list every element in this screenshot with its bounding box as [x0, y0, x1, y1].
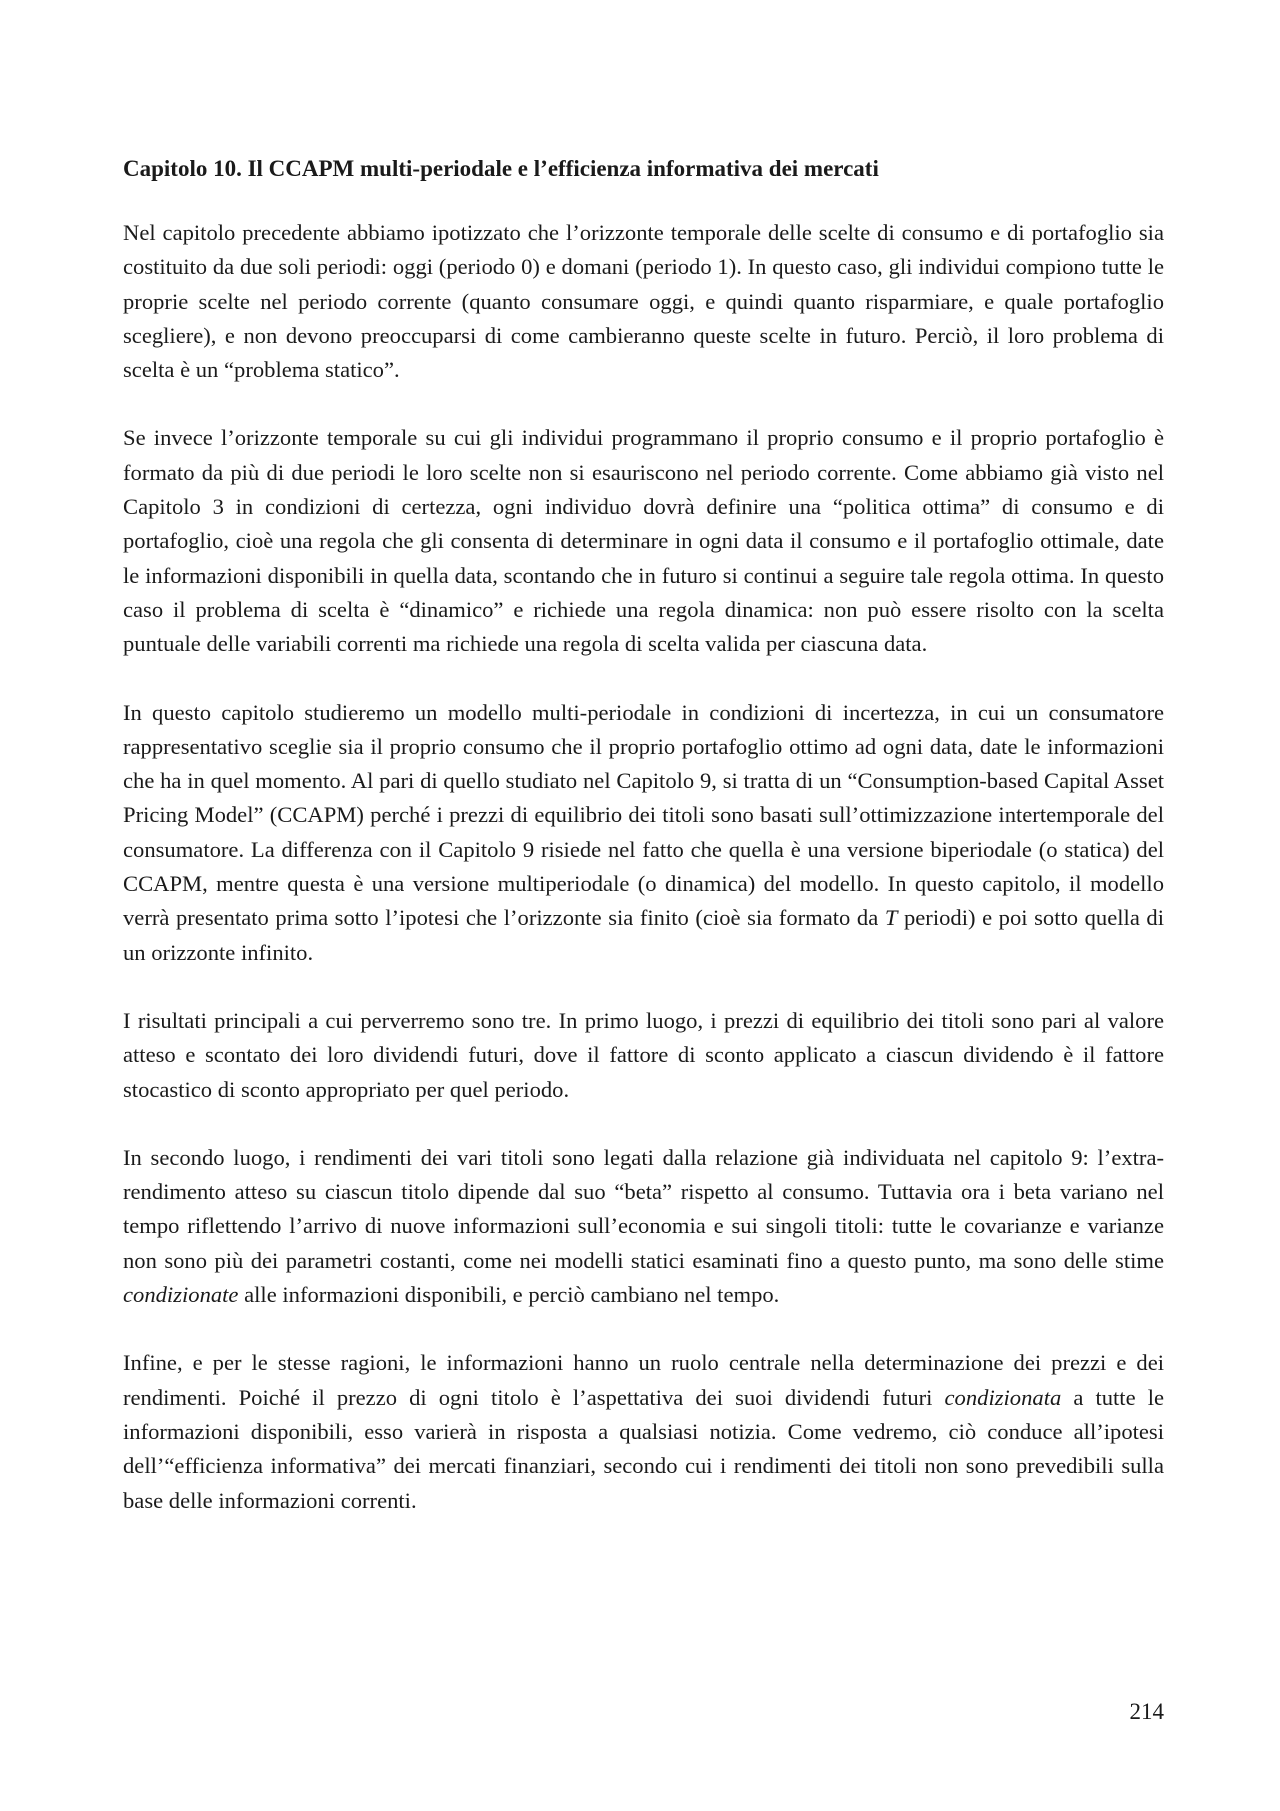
document-page: [123, 152, 1164, 1552]
paragraph-5-italic-term: condizionate: [123, 1282, 239, 1308]
paragraph-1-text: Nel capitolo precedente abbiamo ipotizzato che l’orizzonte temporale delle scelte di consumo e di portafoglio sia costituito da due soli periodi: oggi (periodo 0) e domani (periodo 1). In questo caso, gli individui compiono tutte le proprie scelte nel periodo corrente (quanto consumare oggi, e quindi quanto risparmiare, e quale portafoglio scegliere), e non devono preoccuparsi di come cambieranno queste scelte in futuro. Perciò, il loro problema di scelta è un “problema statico”.: [123, 220, 1164, 383]
paragraph-6: [123, 1346, 1164, 1517]
chapter-title: Capitolo 10. Il CCAPM multi-periodale e l’efficienza informativa dei mercati: [123, 156, 879, 181]
paragraph-4: [123, 1004, 1164, 1107]
paragraph-3-text-before: In questo capitolo studieremo un modello multi-periodale in condizioni di incertezza, in cui un consumatore rappresentativo sceglie sia il proprio consumo che il proprio portafoglio ottimo ad ogni data, date le informazioni che ha in quel momento. Al pari di quello studiato nel Capitolo 9, si tratta di un “Consumption-based Capital Asset Pricing Model” (CCAPM) perché i prezzi di equilibrio dei titoli sono basati sull’ottimizzazione intertemporale del consumatore. La differenza con il Capitolo 9 risiede nel fatto che quella è una versione biperiodale (o statica) del CCAPM, mentre questa è una versione multiperiodale (o dinamica) del modello. In questo capitolo, il modello verrà presentato prima sotto l’ipotesi che l’orizzonte sia finito (cioè sia formato da: [123, 699, 1164, 931]
paragraph-3-italic-term: T: [884, 905, 898, 931]
paragraph-5-text-before: In secondo luogo, i rendimenti dei vari titoli sono legati dalla relazione già individuata nel capitolo 9: l’extra-rendimento atteso su ciascun titolo dipende dal suo “beta” rispetto al consumo. Tuttavia ora i beta variano nel tempo riflettendo l’arrivo di nuove informazioni sull’economia e sui singoli titoli: tutte le covarianze e varianze non sono più dei parametri costanti, come nei modelli statici esaminati fino a questo punto, ma sono delle stime: [123, 1144, 1164, 1273]
paragraph-5: [123, 1141, 1164, 1312]
page-number: 214: [1129, 1699, 1164, 1724]
paragraph-6-italic-term: condizionata: [944, 1384, 1062, 1410]
paragraph-3: [123, 696, 1164, 970]
paragraph-1: [123, 216, 1164, 387]
paragraph-6-text-before: Infine, e per le stesse ragioni, le informazioni hanno un ruolo centrale nella determinazione dei prezzi e dei rendimenti. Poiché il prezzo di ogni titolo è l’aspettativa dei suoi dividendi futuri: [123, 1350, 1164, 1410]
paragraph-5-text-after: alle informazioni disponibili, e perciò cambiano nel tempo.: [238, 1282, 780, 1308]
paragraph-6-text-after: a tutte le informazioni disponibili, esso varierà in risposta a qualsiasi notizia. Come vedremo, ciò conduce all’ipotesi dell’“efficienza informativa” dei mercati finanziari, secondo cui i rendimenti dei titoli non sono prevedibili sulla base delle informazioni correnti.: [123, 1384, 1164, 1513]
paragraph-2-text: Se invece l’orizzonte temporale su cui gli individui programmano il proprio consumo e il proprio portafoglio è formato da più di due periodi le loro scelte non si esauriscono nel periodo corrente. Come abbiamo già visto nel Capitolo 3 in condizioni di certezza, ogni individuo dovrà definire una “politica ottima” di consumo e di portafoglio, cioè una regola che gli consenta di determinare in ogni data il consumo e il portafoglio ottimale, date le informazioni disponibili in quella data, scontando che in futuro si continui a seguire tale regola ottima. In questo caso il problema di scelta è “dinamico” e richiede una regola dinamica: non può essere risolto con la scelta puntuale delle variabili correnti ma richiede una regola di scelta valida per ciascuna data.: [123, 425, 1164, 657]
paragraph-2: [123, 421, 1164, 661]
paragraph-4-text: I risultati principali a cui perverremo sono tre. In primo luogo, i prezzi di equilibrio dei titoli sono pari al valore atteso e scontato dei loro dividendi futuri, dove il fattore di sconto applicato a ciascun dividendo è il fattore stocastico di sconto appropriato per quel periodo.: [123, 1007, 1164, 1102]
paragraph-3-text-after: periodi) e poi sotto quella di un orizzonte infinito.: [123, 905, 1164, 965]
